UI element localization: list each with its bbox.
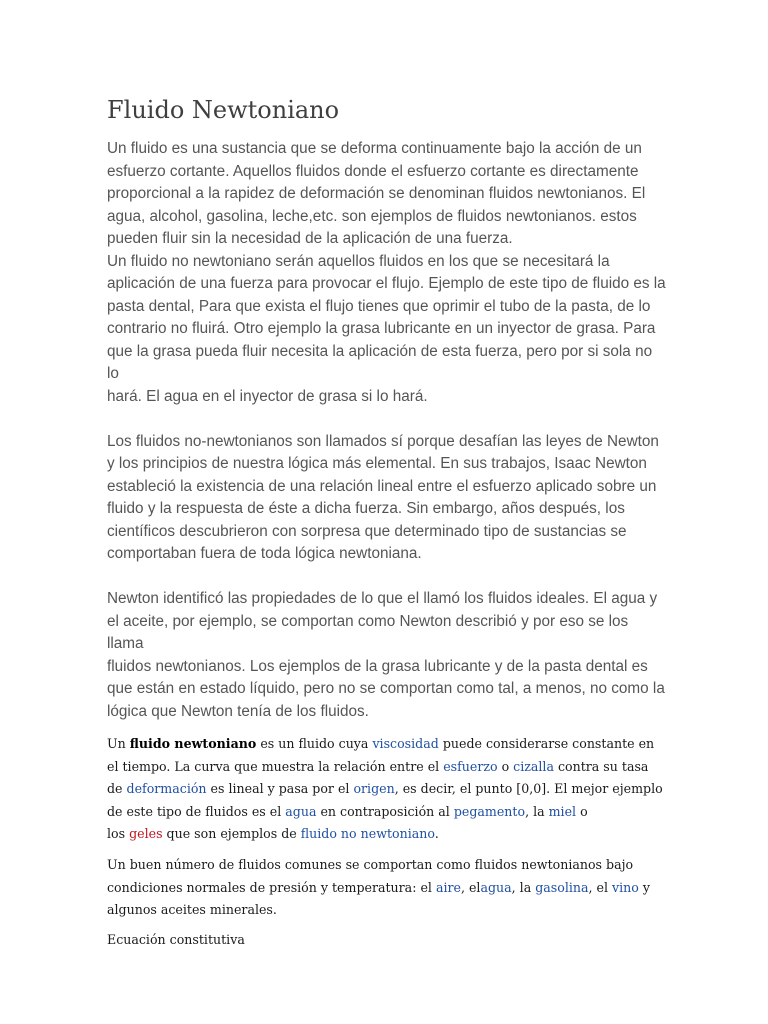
text-line: pueden fluir sin la necesidad de la aplicación de una fuerza. (107, 230, 513, 247)
text-line: científicos descubrieron con sorpresa que determinado tipo de sustancias se (107, 522, 627, 540)
text-line: fluidos newtonianos. Los ejemplos de la grasa lubricante y de la pasta dental es (107, 657, 648, 675)
text-run: de este tipo de fluidos es el (107, 803, 286, 819)
text-run: o (497, 758, 514, 774)
text-run: es lineal y pasa por el (206, 781, 354, 797)
paragraph-common-fluids (107, 854, 667, 922)
section-heading-ecuacion: Ecuación constitutiva (107, 931, 245, 947)
text-line: algunos aceites minerales. (107, 902, 277, 918)
page-title: Fluido Newtoniano (107, 96, 340, 124)
text-run: , la (525, 803, 549, 819)
link-deformacion[interactable]: deformación (126, 781, 207, 797)
text-run: que son ejemplos de (162, 826, 301, 842)
text-run: el tiempo. La curva que muestra la relación entre el (107, 758, 444, 774)
text-line (107, 756, 667, 779)
paragraph-wiki-definition (107, 733, 667, 846)
link-pegamento[interactable]: pegamento (453, 803, 526, 819)
text-line: pasta dental, Para que exista el flujo tienes que oprimir el tubo de la pasta, de lo (107, 297, 651, 315)
text-run: o (576, 803, 588, 819)
text-run: , el (460, 879, 481, 895)
link-fluido-no-newtoniano[interactable]: fluido no newtoniano (300, 826, 435, 842)
link-geles[interactable]: geles (129, 826, 163, 842)
paragraph-gap (107, 408, 667, 431)
text-run: contra su tasa (553, 758, 649, 774)
text-line: hará. El agua en el inyector de grasa si lo hará. (107, 387, 428, 405)
text-run: en contraposición al (316, 803, 454, 819)
text-line (107, 877, 667, 900)
link-agua-2[interactable]: agua (480, 879, 512, 895)
text-line: fluido y la respuesta de éste a dicha fuerza. Sin embargo, años después, los (107, 500, 625, 517)
link-esfuerzo[interactable]: esfuerzo (443, 758, 498, 774)
text-run: Un (107, 736, 130, 751)
text-run: de (107, 781, 127, 797)
text-line: y los principios de nuestra lógica más elemental. En sus trabajos, Isaac Newton (107, 455, 647, 472)
link-agua[interactable]: agua (285, 803, 317, 819)
paragraph-definition (107, 138, 667, 408)
link-aire[interactable]: aire (435, 879, 461, 895)
text-run: condiciones normales de presión y temperatura: el (107, 879, 436, 895)
text-line: que la grasa pueda fluir necesita la aplicación de esta fuerza, pero por si sola no lo (107, 342, 653, 382)
text-line: Newton identificó las propiedades de lo que el llamó los fluidos ideales. El agua y (107, 590, 658, 607)
text-line: comportaban fuera de toda lógica newtoniana. (107, 545, 422, 562)
link-viscosidad[interactable]: viscosidad (372, 736, 439, 751)
text-run: . (434, 826, 439, 842)
text-run: puede considerarse constante en (438, 736, 655, 751)
text-line: Un buen número de fluidos comunes se comportan como fluidos newtonianos bajo (107, 856, 634, 872)
link-origen[interactable]: origen (353, 781, 395, 797)
text-run: , el (588, 879, 612, 895)
text-run: y (638, 879, 650, 895)
text-run: , la (511, 879, 536, 895)
text-run: los (107, 826, 130, 842)
paragraph-non-newtonian (107, 431, 667, 566)
text-line: que están en estado líquido, pero no se comportan como tal, a menos, no como la (107, 680, 665, 697)
text-line (107, 823, 667, 846)
bold-term: fluido newtoniano (129, 736, 257, 751)
text-line: estableció la existencia de una relación lineal entre el esfuerzo aplicado sobre un (107, 477, 657, 495)
text-line: el aceite, por ejemplo, se comportan como Newton describió y por eso se los llama (107, 612, 629, 652)
link-vino[interactable]: vino (612, 879, 639, 895)
link-cizalla[interactable]: cizalla (513, 758, 554, 774)
text-run: es un fluido cuya (256, 736, 373, 751)
text-line: agua, alcohol, gasolina, leche,etc. son ejemplos de fluidos newtonianos. estos (107, 207, 637, 225)
text-line (107, 801, 667, 824)
text-line: contrario no fluirá. Otro ejemplo la grasa lubricante en un inyector de grasa. Para (107, 320, 656, 337)
link-miel[interactable]: miel (548, 803, 577, 819)
text-line: Un fluido no newtoniano serán aquellos fluidos en los que se necesitará la (107, 252, 610, 270)
text-line: Un fluido es una sustancia que se deforma continuamente bajo la acción de un (107, 140, 642, 157)
text-line: aplicación de una fuerza para provocar el flujo. Ejemplo de este tipo de fluido es la (107, 275, 666, 292)
link-gasolina[interactable]: gasolina (535, 879, 589, 895)
text-line: lógica que Newton tenía de los fluidos. (107, 702, 369, 720)
text-line: proporcional a la rapidez de deformación se denominan fluidos newtonianos. El (107, 185, 646, 202)
paragraph-ideal-fluids (107, 588, 667, 723)
text-line: Los fluidos no-newtonianos son llamados sí porque desafían las leyes de Newton (107, 432, 659, 450)
text-run: , es decir, el punto [0,0]. El mejor ejemplo (394, 781, 663, 797)
document-page (107, 94, 667, 951)
paragraph-gap (107, 566, 667, 589)
text-line (107, 733, 667, 756)
text-line (107, 778, 667, 801)
text-line: esfuerzo cortante. Aquellos fluidos donde el esfuerzo cortante es directamente (107, 162, 639, 180)
